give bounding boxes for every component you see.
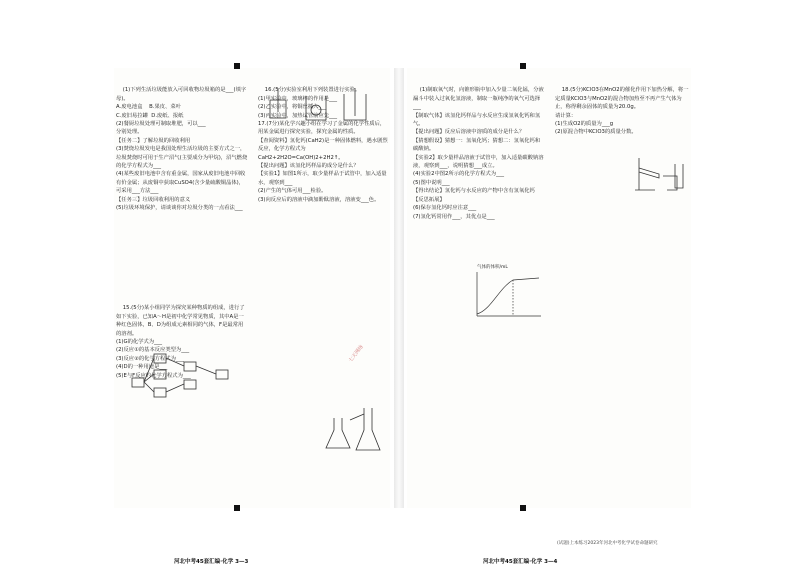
right-page-footer: 河北中考45套汇编·化学 3—4 [483, 559, 558, 565]
apparatus-figure-16 [264, 86, 374, 128]
registration-mark [520, 505, 526, 511]
right-page [407, 68, 691, 565]
registration-mark [234, 505, 240, 511]
heating-apparatus-figure-18 [633, 154, 687, 194]
q15-text: 15.(5分)某小组同学为探究某种物质的组成，进行了如下实验，已知A～H是初中化学常见物质，其中A是一种红色固体，B、D为组成元素相同的气体，F是最常用的溶剂。 (1)G的化学式为___ (2)反应①的基本反应类型为___ (3)反应②的化学方程式为___ (4)D的一种用途是___ (5)E与F反应的化学方程式为___ [116, 305, 245, 379]
page-gutter [394, 68, 404, 508]
right-column-2 [555, 78, 691, 488]
chart-figure-3 [467, 268, 543, 324]
left-page-footer: 河北中考45套汇编·化学 3—3 [174, 559, 249, 565]
registration-mark [234, 63, 240, 69]
left-col2-text: 16.(5分)实验室利用下列装置进行实验。 (1)甲实验中，玻璃棒的作用是___ (2)乙实验中，将铜丝插入___ (3)丙实验中，加热试管前应先___ 17.(7分)某化学兴趣小组在学习了金属的化学性质后，用某金属进行探究实验，探究金属的性质。 【查阅资料】氢化钙(CaH2)是一种固体燃料，遇水剧烈反应，化学方程式为CaH2+2H2O=Ca(OH)2+2H2↑。 【提出问题】该氢化钙样品的成分是什么？ 【实验1】如图1所示，取少量样品于试管中，加入适量水，观察到___ (2)产生的气体可用___检验。 (3)向反应后的溶液中滴加酚酞溶液，溶液变___色。 [258, 87, 388, 203]
right-col1-text: (1)制取氧气时，向锥形瓶中加入少量二氧化锰，分液漏斗中装入过氧化氢溶液，制取一瓶纯净的氧气可选择___ 【制取气体】该氢化钙样品与水反应生成氢氧化钙和氢气。 【提出问题】反应后溶液中溶质的成分是什么？ 【猜想假设】猜想一：氢氧化钙；猜想二：氢氧化钙和碳酸钠。 【实验2】取少量样品溶液于试管中，加入适量碳酸钠溶液，观察到___，说明猜想___成立。 (4)实验2中图2所示的化学方程式为___ (5)图中说明___ 【得出结论】氢化钙与水反应的产物中含有氢氧化钙 【反思拓展】 (6)保存氢化钙时应注意___ (7)氢化钙常用作___，其优点是___ [413, 87, 544, 220]
flowchart-figure-15 [130, 350, 242, 400]
right-col2-text: 18.(5分)KClO3在MnO2的催化作用下加热分解，将一定质量KClO3与MnO2的混合物加热至不再产生气体为止，称得剩余固体的质量为20.0g。 请计算： (1)生成O2的质量为___g (2)原混合物中KClO3的质量分数。 [555, 87, 689, 136]
footer-note: (试题)上本练习2023年河北中考化学试卷命题研究 [557, 541, 658, 546]
registration-mark [520, 63, 526, 69]
flask-figure-17 [324, 400, 384, 456]
watermark-seal: 七天网络 [347, 344, 365, 364]
left-col1-text: (1)下列生活垃圾能放入可回收物垃圾箱的是___(填字母)。 A.废电池盒 B.果皮、菜叶 C.废旧易拉罐 D.废纸、报纸 (2)餐厨垃圾处理可制取堆肥，可以___ 分别处理。 【任务二】了解垃圾的回收利用 (3)焚烧垃圾发电是我国处理生活垃圾的主要方式之一，垃圾焚烧时可用于生产沼气(主要成分为甲烷)，沼气燃烧的化学方程式为___ (4)某些废旧电池中含有重金属，国家从废旧电池中回收有价金属；从废铜中获取CuSO4(含少量硫酸铜晶体)，可采用___方法___ 【任务三】垃圾回收利用的意义 (5)垃圾环境保护，请谈谈你对垃圾分类的一点看法___ [116, 87, 248, 212]
left-page [114, 68, 390, 565]
chart-y-label: 气体的体积/mL [477, 265, 508, 270]
